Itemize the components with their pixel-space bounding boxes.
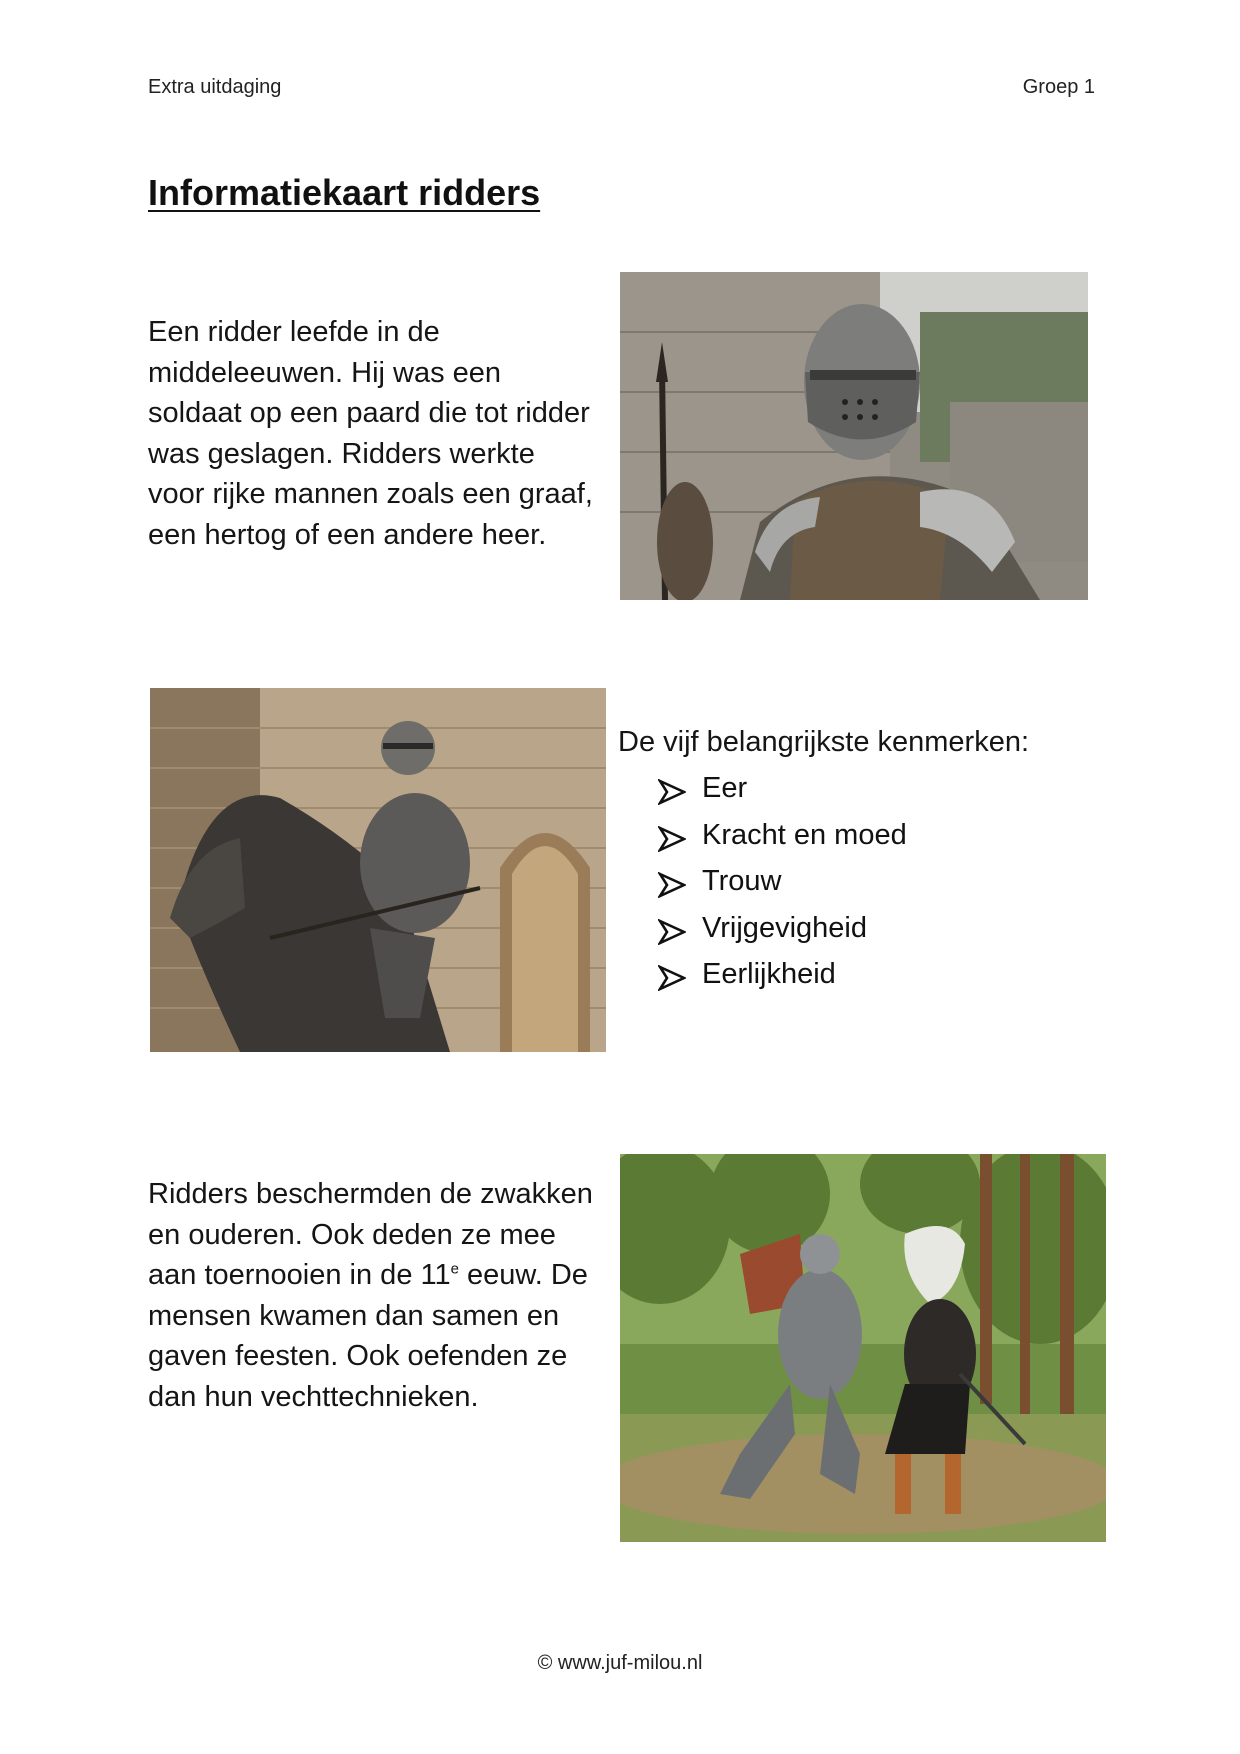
trait-item <box>658 812 1098 859</box>
trait-label: Trouw <box>702 865 782 897</box>
trait-label: Eer <box>702 772 748 804</box>
trait-item <box>658 905 1098 952</box>
header-left: Extra uitdaging <box>148 76 282 98</box>
century-superscript: e <box>450 1260 459 1278</box>
intro-paragraph: Een ridder leefde in de middeleeuwen. Hij was een soldaat op een paard die tot ridder was geslagen. Ridders werkte voor rijke mannen zoals een graaf, een hertog of een andere heer. <box>148 316 593 551</box>
tournament-paragraph <box>148 1174 608 1417</box>
page-title: Informatiekaart ridders <box>148 172 541 213</box>
arrowhead-bullet-icon <box>658 866 700 896</box>
arrowhead-bullet-icon <box>658 773 700 803</box>
tournament-text-start: Ridders beschermden de zwakken en ouderen. Ook deden ze mee aan toernooien in de 11 <box>148 1178 593 1291</box>
knight-on-horse-photo <box>150 688 606 1052</box>
tournament-text-end: eeuw. De mensen kwamen dan samen en gaven feesten. Ook oefenden ze dan hun vechttechnieken. <box>148 1259 588 1413</box>
arrowhead-bullet-icon <box>658 959 700 989</box>
knights-fighting-photo <box>620 1154 1106 1542</box>
trait-item <box>658 858 1098 905</box>
traits-section <box>618 726 1098 998</box>
arrowhead-bullet-icon <box>658 820 700 850</box>
trait-item <box>658 951 1098 998</box>
traits-heading: De vijf belangrijkste kenmerken: <box>618 726 1030 758</box>
trait-label: Vrijgevigheid <box>702 911 867 944</box>
header-right: Groep 1 <box>1022 76 1095 98</box>
traits-list <box>618 765 1098 998</box>
trait-label: Kracht en moed <box>702 818 907 851</box>
trait-label: Eerlijkheid <box>702 958 836 990</box>
arrowhead-bullet-icon <box>658 913 700 943</box>
trait-item <box>658 765 1098 812</box>
knight-helmet-photo <box>620 272 1088 600</box>
footer-copyright: © www.juf-milou.nl <box>537 1652 703 1674</box>
